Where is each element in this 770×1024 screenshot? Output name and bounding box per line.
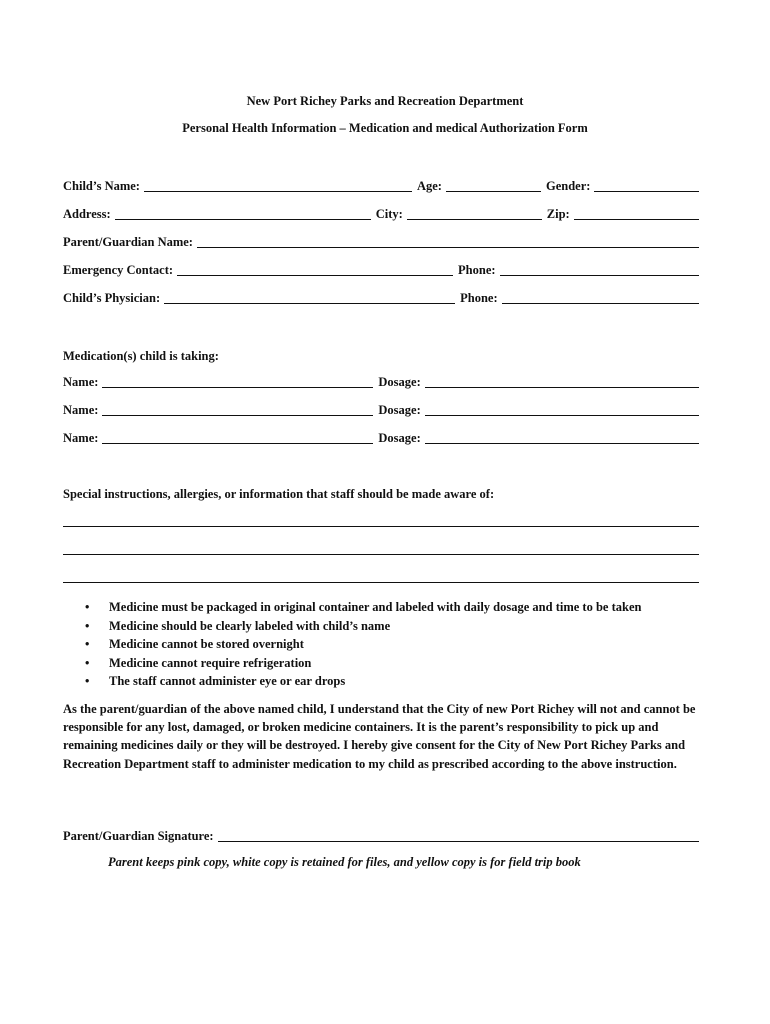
medications-heading [63, 346, 699, 364]
special-heading-text: Special instructions, allergies, or information that staff should be made aware of: [63, 487, 495, 501]
consent-paragraph: As the parent/guardian of the above named child, I understand that the City of new Port Richey will not and cannot be responsible for any lost, damaged, or broken medicine containers. It is the parent’s responsibility to pick up and remaining medicines daily or they will be destroyed. I hereby give consent for the City of New Port Richey Parks and Recreation Department staff to administer medication to my child as prescribed according to the above instruction. [63, 702, 696, 771]
med-name-field[interactable] [102, 402, 373, 416]
medication-row [63, 428, 699, 446]
zip-label: Zip: [546, 207, 570, 221]
guardian-name-field[interactable] [197, 234, 699, 248]
dosage-field[interactable] [425, 374, 699, 388]
rule-text: Medicine cannot be stored overnight [109, 637, 304, 652]
med-name-label: Name: [63, 403, 99, 417]
med-name-label: Name: [63, 375, 99, 389]
rule-text: Medicine should be clearly labeled with child’s name [109, 618, 391, 633]
rule-item [63, 635, 641, 654]
rule-text: Medicine must be packaged in original container and labeled with daily dosage and time to be taken [109, 600, 642, 614]
medications-heading-text: Medication(s) child is taking: [63, 349, 219, 363]
rule-text: The staff cannot administer eye or ear drops [109, 674, 346, 689]
bullet-icon: • [85, 600, 90, 614]
signature-field[interactable] [218, 828, 699, 842]
special-heading [63, 484, 699, 502]
med-name-field[interactable] [102, 430, 373, 444]
row-emergency [63, 260, 699, 278]
physician-phone-field[interactable] [502, 290, 699, 304]
rule-item [63, 617, 641, 636]
department-title: New Port Richey Parks and Recreation Department [246, 94, 524, 108]
physician-label: Child’s Physician: [63, 291, 161, 305]
dosage-label: Dosage: [378, 431, 421, 445]
signature-row [63, 826, 699, 844]
med-name-label: Name: [63, 431, 99, 445]
row-physician [63, 288, 699, 306]
emergency-contact-label: Emergency Contact: [63, 263, 174, 277]
med-name-field[interactable] [102, 374, 373, 388]
guardian-name-label: Parent/Guardian Name: [63, 235, 193, 249]
rule-text: Medicine cannot require refrigeration [109, 655, 312, 670]
rule-item [63, 598, 641, 617]
bullet-icon: • [85, 655, 90, 670]
medication-row [63, 400, 699, 418]
city-label: City: [375, 207, 403, 221]
zip-field[interactable] [574, 206, 699, 220]
age-label: Age: [416, 179, 442, 193]
address-label: Address: [63, 207, 111, 221]
dosage-field[interactable] [425, 402, 699, 416]
row-guardian [63, 232, 699, 250]
gender-field[interactable] [594, 178, 699, 192]
copy-distribution-note: Parent keeps pink copy, white copy is retained for files, and yellow copy is for field trip book [108, 855, 581, 869]
age-field[interactable] [446, 178, 541, 192]
form-title: Personal Health Information – Medication and medical Authorization Form [182, 121, 588, 135]
special-instructions-line[interactable] [63, 554, 699, 555]
rule-item [63, 672, 641, 691]
dosage-label: Dosage: [378, 403, 421, 417]
address-field[interactable] [115, 206, 371, 220]
gender-label: Gender: [545, 179, 591, 193]
row-address [63, 204, 699, 222]
childs-name-field[interactable] [144, 178, 412, 192]
medicine-rules-list [63, 598, 641, 691]
childs-name-label: Child’s Name: [63, 179, 140, 193]
row-child-info [63, 176, 699, 194]
physician-field[interactable] [164, 290, 455, 304]
dosage-field[interactable] [425, 430, 699, 444]
special-instructions-line[interactable] [63, 526, 699, 527]
signature-label: Parent/Guardian Signature: [63, 829, 214, 843]
bullet-icon: • [85, 618, 90, 633]
rule-item [63, 654, 641, 673]
emergency-phone-label: Phone: [458, 263, 496, 277]
emergency-contact-field[interactable] [177, 262, 453, 276]
bullet-icon: • [85, 637, 90, 652]
special-instructions-line[interactable] [63, 582, 699, 583]
medication-row [63, 372, 699, 390]
emergency-phone-field[interactable] [500, 262, 699, 276]
dosage-label: Dosage: [378, 375, 421, 389]
physician-phone-label: Phone: [460, 291, 498, 305]
city-field[interactable] [407, 206, 542, 220]
bullet-icon: • [85, 674, 90, 689]
